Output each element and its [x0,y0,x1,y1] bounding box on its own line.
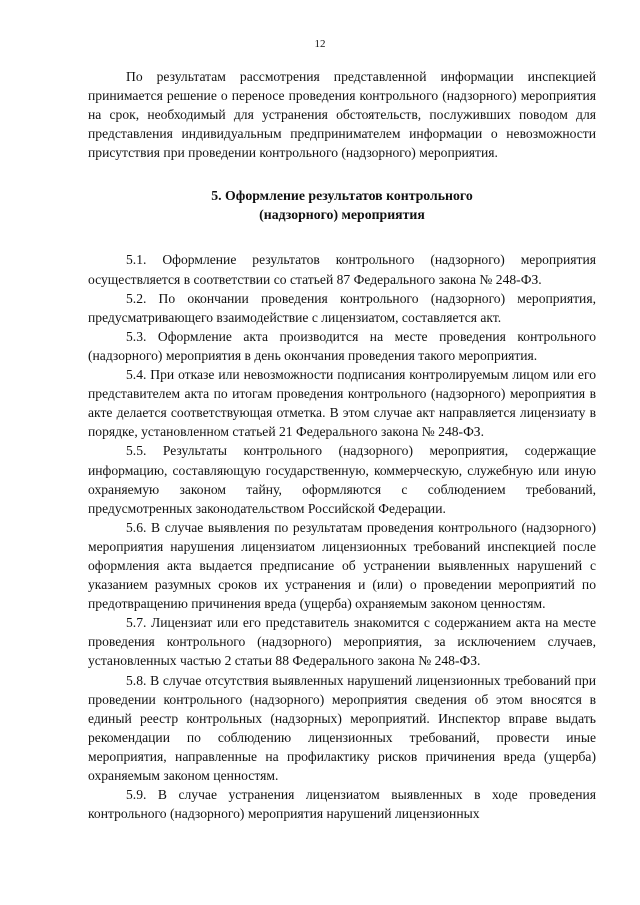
paragraph-5-8: 5.8. В случае отсутствия выявленных нарушений лицензионных требований при проведении контрольного (надзорного) мероприятия сведения об этом вносятся в единый реестр контрольных (надзорных) мероприятий. Инспектор вправе выдать рекомендации по соблюдению лицензионных требований, провести иные мероприятия, направленные на профилактику рисков причинения вреда (ущерба) охраняемым законом ценностям. [88,672,596,783]
paragraph-5-3: 5.3. Оформление акта производится на месте проведения контрольного (надзорного) мероприятия в день окончания проведения такого мероприятия. [88,328,596,363]
paragraph-5-4: 5.4. При отказе или невозможности подписания контролируемым лицом или его представителем акта по итогам проведения контрольного (надзорного) мероприятия в акте делается соответствующая отметка. В этом случае акт направляется лицензиату в порядке, установленном статьей 21 Федерального закона № 248-ФЗ. [88,367,596,440]
paragraph-5-5: 5.5. Результаты контрольного (надзорного) мероприятия, содержащие информацию, составляющую государственную, коммерческую, служебную или иную охраняемую законом тайну, оформляются с соблюдением требований, предусмотренных законодательством Российской Федерации. [88,443,596,516]
section-heading-line-1: 5. Оформление результатов контрольного [211,188,473,204]
document-body [88,67,596,823]
paragraph-5-9: 5.9. В случае устранения лицензиатом выявленных в ходе проведения контрольного (надзорного) мероприятия нарушений лицензионных [88,787,596,822]
intro-paragraph: По результатам рассмотрения представленной информации инспекцией принимается решение о переносе проведения контрольного (надзорного) мероприятия на срок, необходимый для устранения обстоятельств, послуживших поводом для представления индивидуальным предпринимателем информации о невозможности присутствия при проведении контрольного (надзорного) мероприятия. [88,69,596,161]
section-heading [88,186,596,224]
paragraph-5-1: 5.1. Оформление результатов контрольного (надзорного) мероприятия осуществляется в соответствии со статьей 87 Федерального закона № 248-ФЗ. [88,252,596,287]
paragraph-5-7: 5.7. Лицензиат или его представитель знакомится с содержанием акта на месте проведения контрольного (надзорного) мероприятия, за исключением случаев, установленных частью 2 статьи 88 Федерального закона № 248-ФЗ. [88,615,596,669]
section-heading-line-2: (надзорного) мероприятия [259,207,425,223]
page-number: 12 [314,38,326,50]
paragraph-5-6: 5.6. В случае выявления по результатам проведения контрольного (надзорного) мероприятия нарушения лицензиатом лицензионных требований инспекцией после оформления акта выдается предписание об устранении выявленных нарушений с указанием разумных сроков их устранения и (или) о проведении мероприятий по предотвращению причинения вреда (ущерба) охраняемым законом ценностям. [88,519,596,612]
paragraph-5-2: 5.2. По окончании проведения контрольного (надзорного) мероприятия, предусматривающего взаимодействие с лицензиатом, составляется акт. [88,290,596,325]
